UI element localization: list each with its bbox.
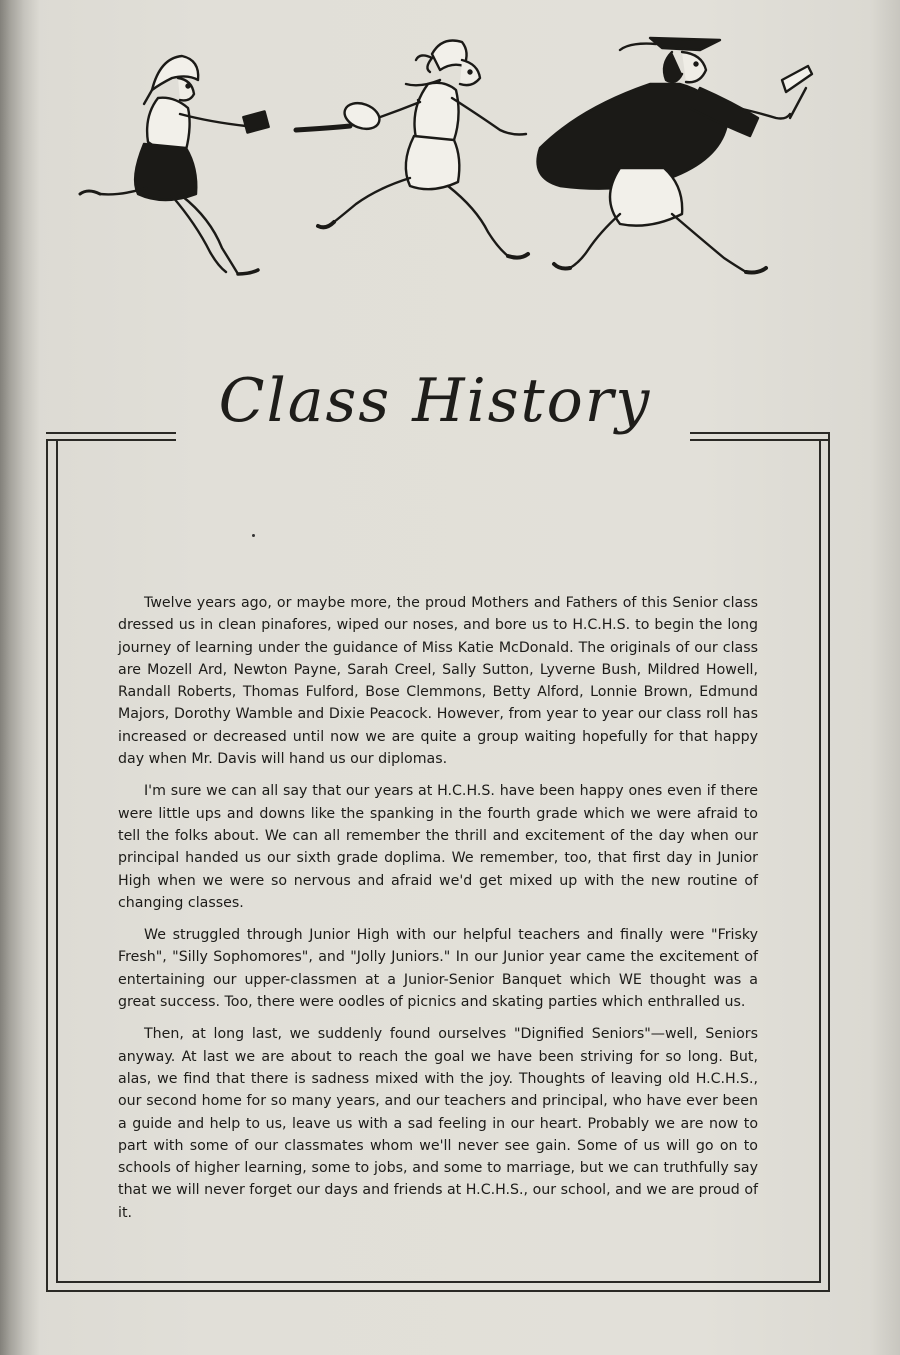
- paragraph: We struggled through Junior High with our helpful teachers and finally were "Frisky Fresh", "Silly Sophomores", and "Jolly Juniors." In our Junior year came the excitement of entertaining our upper-classmen at a Junior-Senior Banquet which WE thought was a great success. Too, there were oodles of picnics and skating parties which enthralled us.: [118, 927, 758, 1011]
- ink-speck: [252, 534, 255, 537]
- binding-shadow: [0, 0, 40, 1355]
- class-history-text: [118, 592, 758, 1234]
- paragraph: I'm sure we can all say that our years at H.C.H.S. have been happy ones even if there were little ups and downs like the spanking in the fourth grade which we were afraid to tell the folks about. We can all remember the thrill and excitement of the day when our principal handed us our sixth grade doplima. We remember, too, that first day in Junior High when we were so nervous and afraid we'd get mixed up with the new routine of changing classes.: [118, 783, 758, 911]
- paragraph: Twelve years ago, or maybe more, the proud Mothers and Fathers of this Senior class dressed us in clean pinafores, wiped our noses, and bore us to H.C.H.S. to begin the long journey of learning under the guidance of Miss Katie McDonald. The originals of our class are Mozell Ard, Newton Payne, Sarah Creel, Sally Sutton, Lyverne Bush, Mildred Howell, Randall Roberts, Thomas Fulford, Bose Clemmons, Betty Alford, Lonnie Brown, Edmund Majors, Dorothy Wamble and Dixie Peacock. However, from year to year our class roll has increased or decreased until now we are quite a group waiting hopefully for that happy day when Mr. Davis will hand us our diplomas.: [118, 595, 758, 768]
- running-tennis-girl-illustration: [296, 41, 528, 258]
- paragraph: Then, at long last, we suddenly found ourselves "Dignified Seniors"—well, Seniors anyway. At last we are about to reach the goal we have been striving for so long. But, alas, we find that there is sadness mixed with the joy. Thoughts of leaving old H.C.H.S., our second home for so many years, and our teachers and principal, who have ever been a guide and help to us, leave us with a sad feeling in our heart. Probably we are now to part with some of our classmates whom we'll never see gain. Some of us will go on to schools of higher learning, some to jobs, and some to marriage, but we can truthfully say that we will never forget our days and friends at H.C.H.S., our school, and we are proud of it.: [118, 1026, 758, 1221]
- running-graduate-illustration: [538, 38, 813, 273]
- page-title: Class History: [218, 366, 652, 436]
- page-frame-left: [46, 441, 48, 1292]
- running-girls-illustration: [60, 18, 820, 293]
- running-schoolgirl-illustration: [80, 56, 269, 274]
